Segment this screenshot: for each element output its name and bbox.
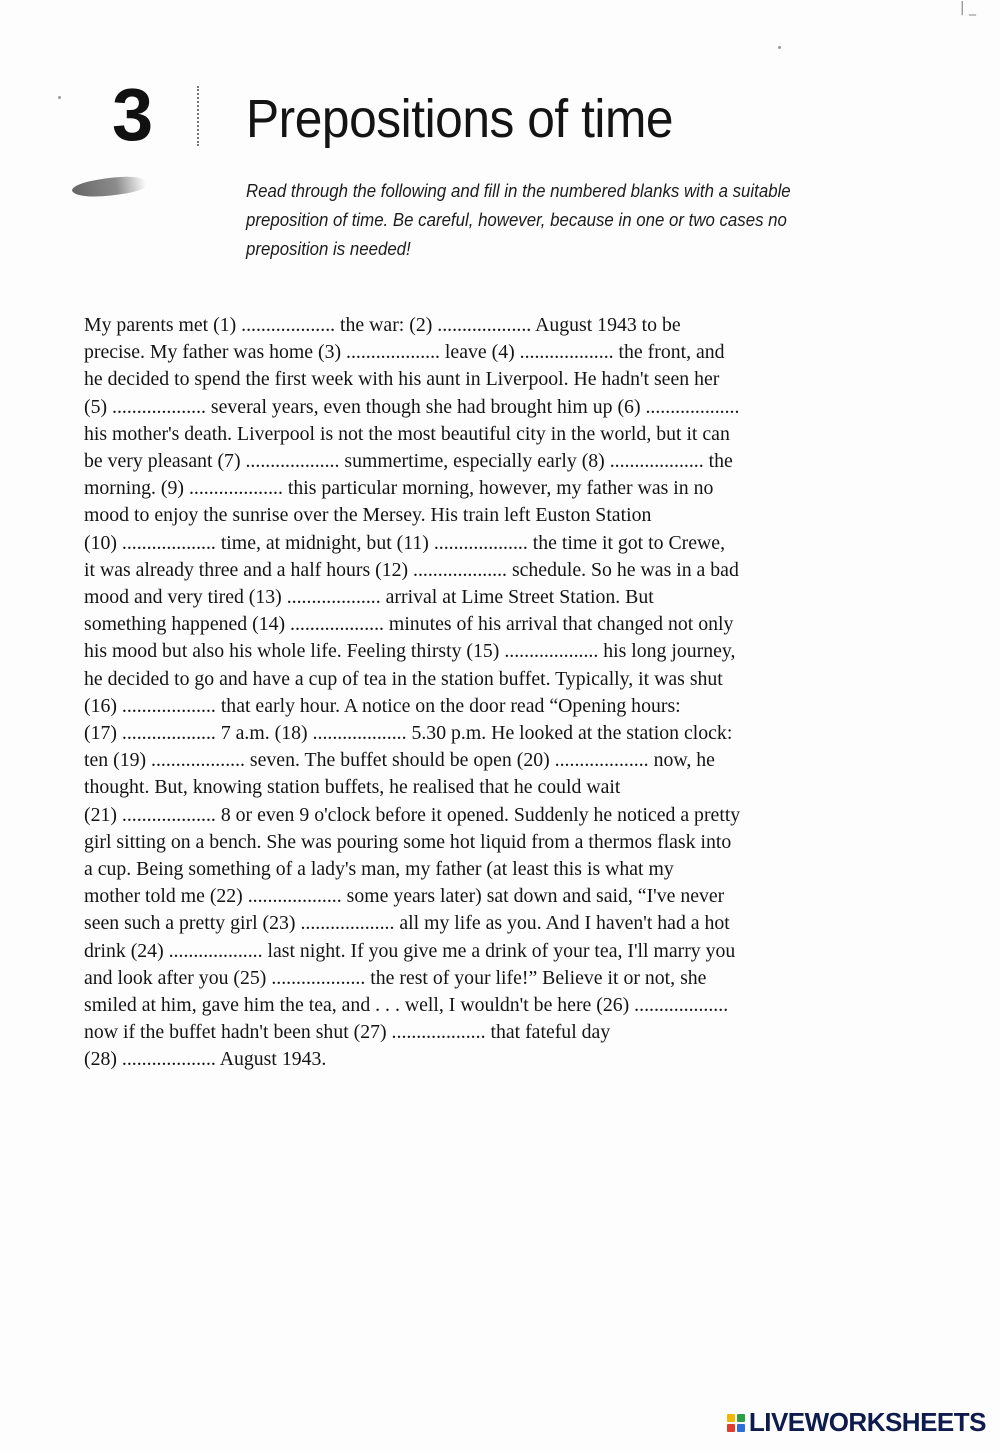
passage-line: and look after you (25) ................... the rest of your life!” Believe it or not, she — [84, 966, 707, 989]
passage-line: he decided to spend the first week with his aunt in Liverpool. He hadn't seen her — [84, 368, 720, 391]
passage-line: (10) ................... time, at midnight, but (11) ................... the time it got to Crewe, — [84, 531, 726, 554]
passage-line: now if the buffet hadn't been shut (27) ................... that fateful day — [84, 1021, 611, 1044]
passage-line: My parents met (1) ................... the war: (2) ................... August 1943 to be — [84, 314, 681, 336]
passage-line: drink (24) ................... last night. If you give me a drink of your tea, I'll marry you — [84, 939, 736, 962]
ink-smudge-icon — [71, 172, 147, 201]
chapter-divider — [197, 86, 204, 146]
passage-line: mother told me (22) ................... some years later) sat down and said, “I've never — [84, 885, 725, 908]
passage-line: (21) ................... 8 or even 9 o'clock before it opened. Suddenly he noticed a pretty — [84, 803, 741, 826]
logo-square-icon — [737, 1414, 745, 1422]
passage-line: mood to enjoy the sunrise over the Mersey. His train left Euston Station — [84, 504, 652, 527]
logo-square-icon — [727, 1414, 735, 1422]
instructions-line: preposition of time. Be careful, however, because in one or two cases no — [246, 209, 787, 230]
passage-line: something happened (14) ................... minutes of his arrival that changed not only — [84, 613, 734, 636]
passage-line: precise. My father was home (3) ................... leave (4) ................... the front, and — [84, 341, 725, 364]
passage-line: seen such a pretty girl (23) ................... all my life as you. And I haven't had a hot — [84, 912, 730, 935]
passage-line: his mood but also his whole life. Feeling thirsty (15) ................... his long journey, — [84, 640, 736, 663]
passage-line: be very pleasant (7) ................... summertime, especially early (8) ................... the — [84, 450, 733, 473]
logo-square-icon — [727, 1424, 735, 1432]
liveworksheets-logo[interactable] — [727, 1407, 986, 1438]
passage-line: smiled at him, gave him the tea, and . . . well, I wouldn't be here (26) ................... — [84, 994, 729, 1017]
instructions — [246, 176, 838, 263]
passage-line: it was already three and a half hours (12) ................... schedule. So he was in a bad — [84, 558, 739, 581]
passage-line: morning. (9) ................... this particular morning, however, my father was in no — [84, 477, 714, 500]
passage-line: a cup. Being something of a lady's man, my father (at least this is what my — [84, 858, 674, 881]
logo-square-icon — [737, 1424, 745, 1432]
liveworksheets-logo-icon — [727, 1414, 745, 1432]
corner-scan-mark-icon: | _ — [959, 0, 976, 16]
passage-line: (5) ................... several years, even though she had brought him up (6) ................... — [84, 395, 740, 418]
scan-speck-icon — [778, 46, 781, 49]
instructions-line: preposition is needed! — [246, 238, 411, 259]
passage-line: girl sitting on a bench. She was pouring some hot liquid from a thermos flask into — [84, 830, 732, 853]
passage-line: thought. But, knowing station buffets, he realised that he could wait — [84, 776, 621, 799]
passage-line: he decided to go and have a cup of tea in the station buffet. Typically, it was shut — [84, 667, 723, 690]
passage-line: (16) ................... that early hour. A notice on the door read “Opening hours: — [84, 694, 681, 717]
passage-line: his mother's death. Liverpool is not the most beautiful city in the world, but it can — [84, 422, 730, 445]
passage-line: ten (19) ................... seven. The buffet should be open (20) ................... now, he — [84, 749, 715, 772]
page-title: Prepositions of time — [246, 89, 674, 149]
scan-speck-icon — [58, 96, 61, 99]
passage-line: mood and very tired (13) ................... arrival at Lime Street Station. But — [84, 586, 654, 609]
logo-text: LIVEWORKSHEETS — [748, 1407, 986, 1437]
chapter-number: 3 — [112, 73, 154, 156]
instructions-line: Read through the following and fill in the numbered blanks with a suitable — [246, 180, 791, 201]
passage-line: (17) ................... 7 a.m. (18) ................... 5.30 p.m. He looked at the station clock: — [84, 722, 733, 745]
exercise-passage — [84, 312, 914, 1074]
passage-line: (28) ................... August 1943. — [84, 1048, 327, 1071]
